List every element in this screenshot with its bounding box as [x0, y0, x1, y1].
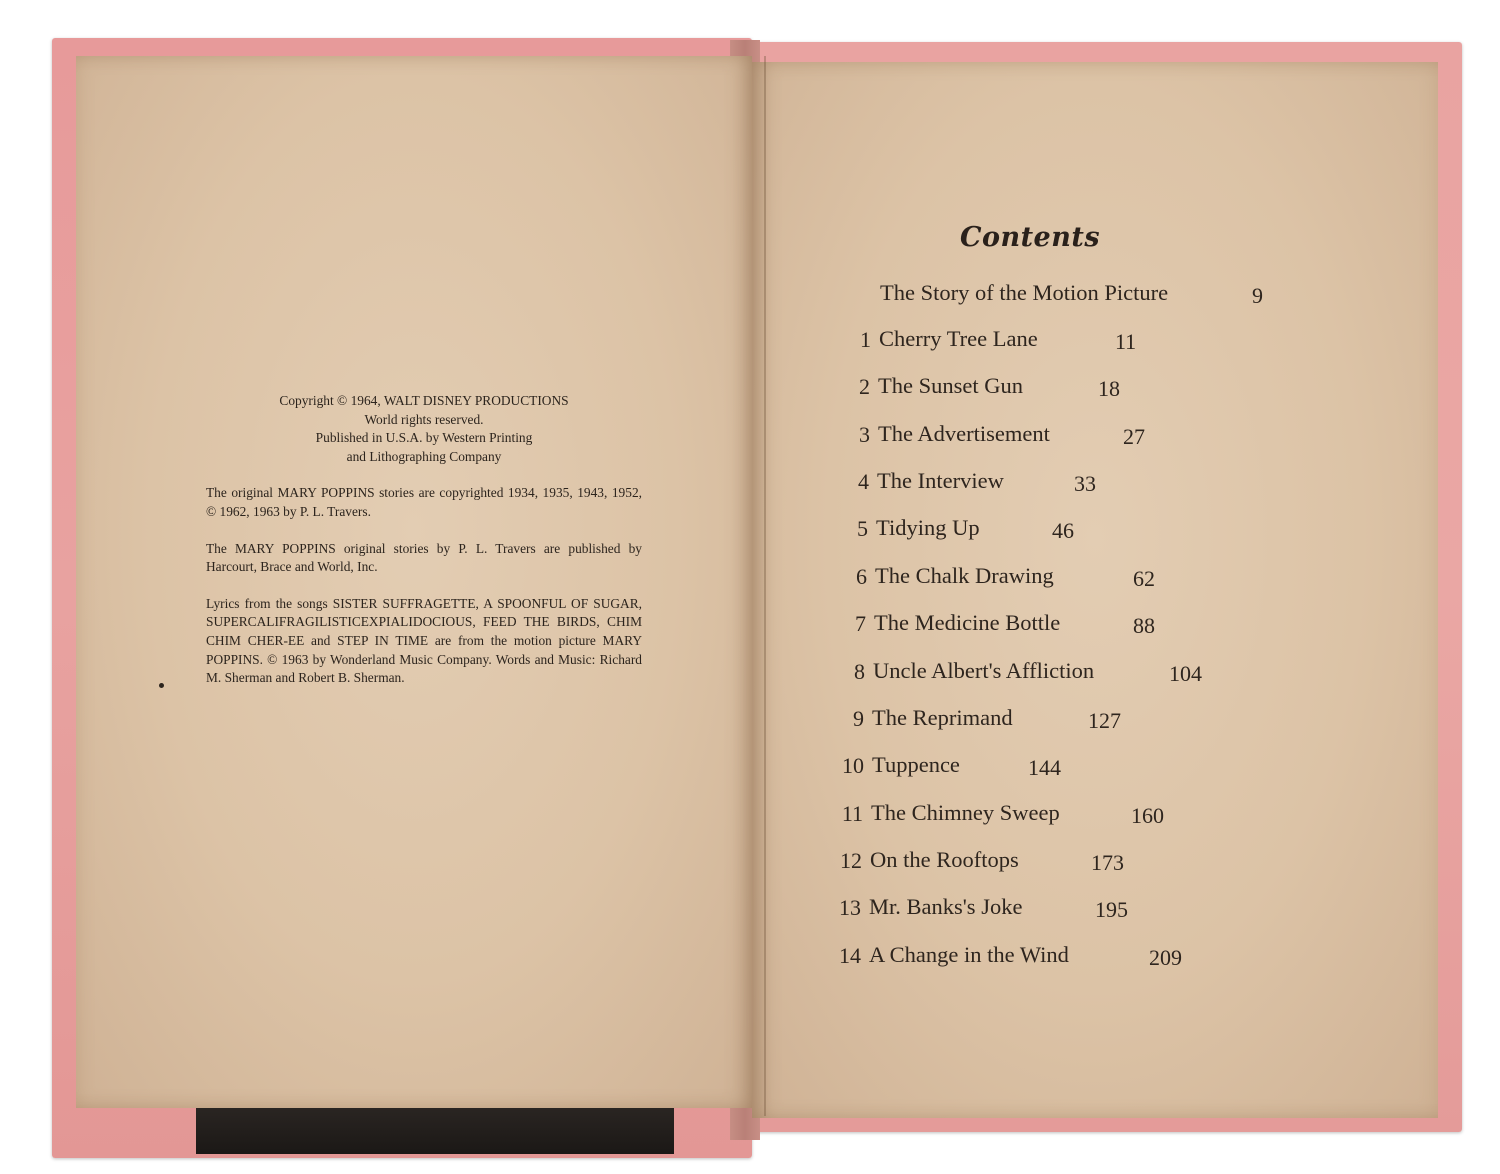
- toc-chapter-title: The Interview: [877, 468, 1004, 493]
- toc-chapter-number: 6: [856, 564, 867, 589]
- toc-chapter-number: 1: [860, 327, 871, 352]
- toc-page-number: 27: [1123, 424, 1145, 449]
- toc-page-number: 9: [1252, 283, 1263, 308]
- toc-chapter-title: On the Rooftops: [870, 847, 1019, 872]
- toc-chapter-title: Tuppence: [872, 752, 960, 777]
- toc-page-number: 209: [1149, 945, 1182, 970]
- toc-page-number: 62: [1133, 566, 1155, 591]
- page-gutter: [764, 56, 766, 1116]
- contents-title: Contents: [959, 222, 1101, 253]
- toc-chapter-title: The Chalk Drawing: [875, 563, 1054, 588]
- copyright-line: and Lithographing Company: [346, 448, 502, 464]
- toc-page-number: 11: [1115, 329, 1137, 354]
- toc-page-number: 18: [1098, 376, 1120, 401]
- copyright-notice: [206, 392, 642, 466]
- toc-chapter-number: 11: [841, 801, 863, 826]
- toc-chapter-number: 7: [855, 611, 866, 636]
- toc-chapter-number: 8: [854, 659, 865, 684]
- toc-chapter-number: 2: [859, 374, 870, 399]
- copyright-line: Copyright © 1964, WALT DISNEY PRODUCTIONS: [279, 393, 569, 408]
- toc-chapter-title: The Advertisement: [878, 421, 1050, 446]
- toc-page-number: 144: [1028, 755, 1061, 780]
- toc-page-number: 46: [1052, 518, 1074, 543]
- toc-chapter-number: 10: [842, 753, 864, 778]
- copyright-paragraph: The MARY POPPINS original stories by P. L. Travers are published by Harcourt, Brace and World, Inc.: [206, 540, 642, 575]
- spine-tape: [196, 1108, 674, 1154]
- toc-chapter-title: The Reprimand: [872, 705, 1013, 730]
- toc-chapter-number: 4: [858, 469, 869, 494]
- toc-chapter-title: Cherry Tree Lane: [879, 326, 1038, 351]
- toc-chapter-number: 5: [857, 516, 868, 541]
- toc-chapter-title: The Medicine Bottle: [874, 610, 1061, 635]
- toc-chapter-title: Mr. Banks's Joke: [869, 894, 1023, 919]
- toc-chapter-number: 9: [853, 706, 864, 731]
- toc-page-number: 33: [1074, 471, 1096, 496]
- toc-page-number: 173: [1091, 850, 1124, 875]
- toc-page-number: 160: [1131, 803, 1164, 828]
- toc-chapter-title: The Chimney Sweep: [871, 800, 1060, 825]
- toc-chapter-number: 13: [839, 895, 861, 920]
- toc-page-number: 104: [1169, 661, 1202, 686]
- toc-page-number: 127: [1088, 708, 1121, 733]
- copyright-paragraph: The original MARY POPPINS stories are copyrighted 1934, 1935, 1943, 1952, © 1962, 1963 by P. L. Travers.: [206, 485, 642, 519]
- toc-page-number: 88: [1133, 613, 1155, 638]
- copyright-paragraph: Lyrics from the songs SISTER SUFFRAGETTE, A SPOONFUL OF SUGAR, SUPERCALIFRAGILISTICEXPIALIDOCIOUS, FEED THE BIRDS, CHIM CHIM CHER-EE and STEP IN TIME are from the motion picture MARY POPPINS. © 1963 by Wonderland Music Company. Words and Music: Richard M. Sherman and Robert B. Sherman.: [206, 595, 642, 686]
- copyright-block: [206, 392, 642, 706]
- copyright-line: World rights reserved.: [364, 411, 484, 427]
- ink-dot: [159, 683, 164, 688]
- copyright-line: Published in U.S.A. by Western Printing: [315, 430, 533, 446]
- toc-chapter-title: Tidying Up: [876, 515, 980, 540]
- toc-chapter-title: The Sunset Gun: [878, 373, 1023, 398]
- toc-page-number: 195: [1095, 897, 1128, 922]
- toc-chapter-number: 3: [859, 422, 870, 447]
- toc-chapter-title: A Change in the Wind: [869, 942, 1069, 967]
- toc-chapter-title: The Story of the Motion Picture: [880, 280, 1169, 305]
- toc-chapter-number: 14: [839, 943, 861, 968]
- toc-chapter-number: 12: [840, 848, 862, 873]
- toc-chapter-title: Uncle Albert's Affliction: [873, 658, 1095, 683]
